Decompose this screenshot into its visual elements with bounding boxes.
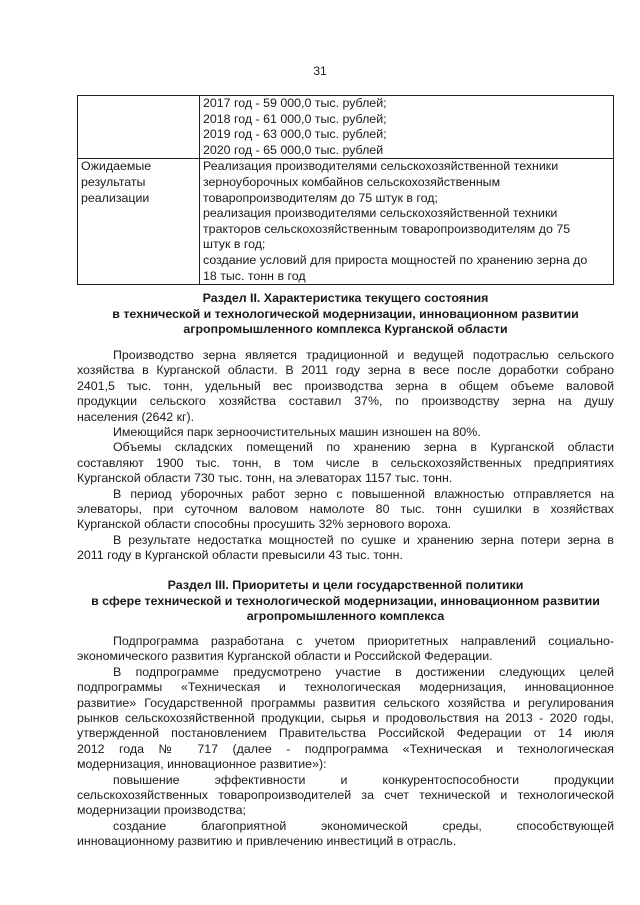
funding-line-2018: 2018 год - 61 000,0 тыс. рублей;: [203, 111, 387, 126]
results-line: штук в год;: [203, 237, 266, 252]
paragraph: [77, 773, 614, 819]
text-line: модернизации производства;: [77, 803, 246, 818]
text-line: элеваторы, при суточном валовом намолоте 80 тыс. тонн сушилки в хозяйствах: [77, 502, 614, 517]
text-line: Объемы складских помещений по хранению зерна в Курганской области: [113, 440, 614, 455]
text-line: В результате недостатка мощностей по сушке и хранению зерна потери зерна в: [113, 532, 614, 547]
paragraph: [77, 634, 614, 665]
results-label-line: реализации: [81, 190, 150, 205]
program-passport-table: [77, 95, 614, 285]
text-line: 2011 году в Курганской области превысили 43 тыс. тонн.: [77, 548, 403, 563]
table-cell-empty-label: [78, 96, 200, 159]
text-line: продукции сельского хозяйства составил 37%, по производству зерна на душу: [77, 394, 614, 409]
text-line: рынков сельскохозяйственной продукции, сырья и продовольствия на 2013 - 2020 годы,: [77, 711, 614, 726]
results-label-line: результаты: [81, 174, 146, 189]
section-3-body: [77, 634, 614, 850]
text-line: экономического развития Курганской области и Российской Федерации.: [77, 649, 493, 664]
text-line: сельскохозяйственных товаропроизводителей за счет технической и технологической: [77, 788, 614, 803]
results-line: тракторов сельскохозяйственным товаропроизводителям до 75: [203, 221, 571, 236]
results-line: создание условий для прироста мощностей по хранению зерна до: [203, 252, 588, 267]
text-line: 2012 года № 717 (далее - подпрограмма «Техническая и технологическая: [77, 741, 614, 756]
funding-line-2020: 2020 год - 65 000,0 тыс. рублей: [203, 142, 384, 157]
table-row-expected-results: [78, 159, 614, 285]
text-line: повышение эффективности и конкурентоспособности продукции: [113, 772, 614, 787]
funding-line-2019: 2019 год - 63 000,0 тыс. рублей;: [203, 127, 387, 142]
text-line: подпрограммы «Техническая и технологическая модернизация, инновационное: [77, 680, 614, 695]
text-line: 2401,5 тыс. тонн, удельный вес производства зерна в общем объеме валовой: [77, 378, 614, 393]
paragraph: [77, 440, 614, 486]
table-row-funding: [78, 96, 614, 159]
page-number: 31: [313, 64, 327, 78]
paragraph: [77, 819, 614, 850]
text-line: В период уборочных работ зерно с повышенной влажностью отправляется на: [113, 486, 614, 501]
section-3-heading-line: Раздел III. Приоритеты и цели государственной политики: [167, 578, 524, 592]
results-line: 18 тыс. тонн в год: [203, 268, 306, 283]
text-line: Производство зерна является традиционной и ведущей подотраслью сельского: [113, 348, 614, 362]
text-line: составляют 1900 тыс. тонн, в том числе в сельскохозяйственных предприятиях: [77, 455, 614, 470]
section-2-heading-line: агропромышленного комплекса Курганской области: [183, 322, 508, 337]
section-2-body: [77, 348, 614, 564]
results-label-line: Ожидаемые: [81, 159, 152, 174]
table-cell-results: [200, 159, 614, 285]
results-line: товаропроизводителям до 75 штук в год;: [203, 190, 438, 205]
paragraph: [77, 533, 614, 564]
text-line: модернизация, инновационное развитие»):: [77, 757, 327, 772]
text-line: Имеющийся парк зерноочистительных машин изношен на 80%.: [113, 425, 481, 440]
section-3-heading-line: в сфере технической и технологической модернизации, инновационном развитии: [91, 593, 600, 608]
funding-line-2017: 2017 год - 59 000,0 тыс. рублей;: [203, 96, 387, 110]
section-3-heading: [77, 578, 614, 625]
paragraph: [77, 348, 614, 425]
text-line: утвержденной постановлением Правительства Российской Федерации от 14 июля: [77, 726, 614, 741]
text-line: Подпрограмма разработана с учетом приоритетных направлений социально-: [113, 634, 614, 648]
table-cell-funding: [200, 96, 614, 159]
text-line: Курганской области способны просушить 32% зернового вороха.: [77, 517, 452, 532]
results-line: зерноуборочных комбайнов сельскохозяйственным: [203, 174, 501, 189]
text-line: населения (2642 кг).: [77, 409, 195, 424]
paragraph: [77, 425, 614, 440]
text-line: развитие» Государственной программы развития сельского хозяйства и регулирования: [77, 695, 614, 710]
paragraph: [77, 487, 614, 533]
text-line: Курганской области 730 тыс. тонн, на элеваторах 1157 тыс. тонн.: [77, 471, 453, 486]
results-line: Реализация производителями сельскохозяйственной техники: [203, 159, 559, 174]
paragraph: [77, 665, 614, 773]
text-line: создание благоприятной экономической среды, способствующей: [113, 818, 614, 833]
text-line: инновационному развитию и привлечению инвестиций в отрасль.: [77, 834, 457, 849]
section-2-heading-line: в технической и технологической модернизации, инновационном развитии: [112, 306, 579, 321]
section-3-heading-line: агропромышленного комплекса: [246, 609, 445, 624]
results-line: реализация производителями сельскохозяйственной техники: [203, 206, 558, 221]
section-2-heading: [77, 291, 614, 338]
table-cell-results-label: [78, 159, 200, 285]
text-line: хозяйства в Курганской области. В 2011 году зерна в весе после доработки собрано: [77, 363, 614, 378]
section-2-heading-line: Раздел II. Характеристика текущего состояния: [202, 291, 489, 305]
text-line: В подпрограмме предусмотрено участие в достижении следующих целей: [113, 664, 614, 679]
